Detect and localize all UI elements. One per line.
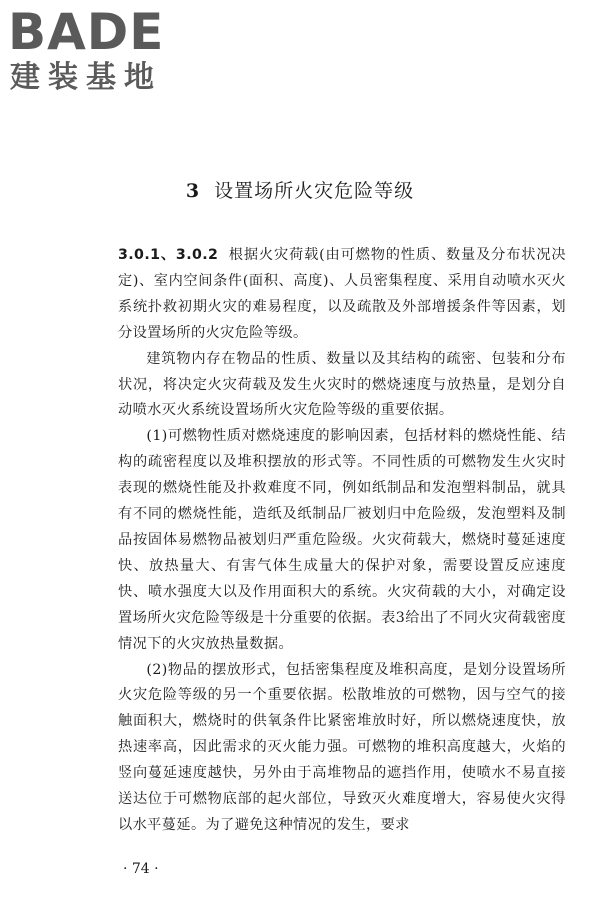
body-text xyxy=(118,243,566,839)
clause-number: 3.0.1、3.0.2 xyxy=(118,247,219,263)
chapter-title xyxy=(0,178,600,204)
paragraph-4: (2)物品的摆放形式，包括密集程度及堆积高度，是划分设置场所火灾危险等级的另一个重要依据。松散堆放的可燃物，因与空气的接触面积大，燃烧时的供氧条件比紧密堆放时好，所以燃烧速度快，放热速率高，因此需求的灭火能力强。可燃物的堆积高度越大，火焰的竖向蔓延速度越快，另外由于高堆物品的遮挡作用，使喷水不易直接送达位于可燃物底部的起火部位，导致灭火难度增大，容易使火灾得以水平蔓延。为了避免这种情况的发生，要求 xyxy=(118,661,566,833)
logo-wordmark: BADE xyxy=(8,3,165,61)
paragraph-1 xyxy=(118,243,566,347)
chapter-number: 3 xyxy=(185,180,201,202)
bade-logo xyxy=(8,3,178,96)
chapter-title-text: 设置场所火灾危险等级 xyxy=(214,180,415,202)
paragraph-2: 建筑物内存在物品的性质、数量以及其结构的疏密、包装和分布状况，将决定火灾荷载及发生火灾时的燃烧速度与放热量，是划分自动喷水灭火系统设置场所火灾危险等级的重要依据。 xyxy=(118,350,566,419)
page-number: · 74 · xyxy=(123,861,159,877)
paragraph-1-text: 根据火灾荷载(由可燃物的性质、数量及分布状况决定)、室内空间条件(面积、高度)、人员密集程度、采用自动喷水灭火系统扑救初期火灾的难易程度，以及疏散及外部增援条件等因素，划分设置场所的火灾危险等级。 xyxy=(118,247,566,341)
logo-subtitle: 建装基地 xyxy=(10,60,162,95)
paragraph-3: (1)可燃物性质对燃烧速度的影响因素，包括材料的燃烧性能、结构的疏密程度以及堆积摆放的形式等。不同性质的可燃物发生火灾时表现的燃烧性能及扑救难度不同，例如纸制品和发泡塑料制品，就具有不同的燃烧性能，造纸及纸制品厂被划归中危险级，发泡塑料及制品按固体易燃物品被划归严重危险级。火灾荷载大，燃烧时蔓延速度快、放热量大、有害气体生成量大的保护对象，需要设置反应速度快、喷水强度大以及作用面积大的系统。火灾荷载的大小，对确定设置场所火灾危险等级是十分重要的依据。表3给出了不同火灾荷载密度情况下的火灾放热量数据。 xyxy=(118,428,566,652)
